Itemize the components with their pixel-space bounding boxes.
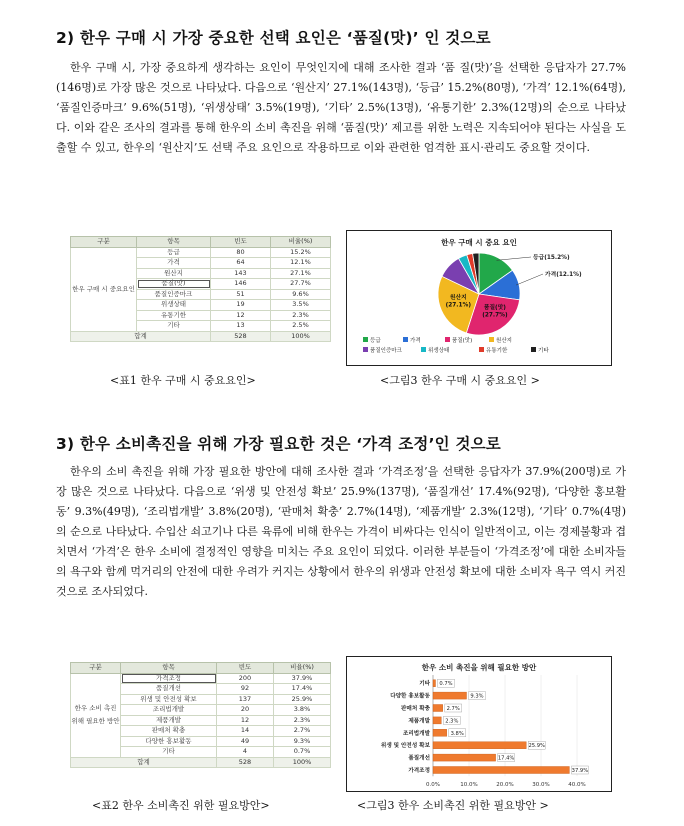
table-cell-item: 기타	[137, 321, 211, 332]
bar-data-label: 37.9%	[571, 768, 589, 774]
table-total-freq: 528	[211, 331, 271, 342]
bar-chart	[347, 657, 611, 791]
table-cell-freq: 20	[217, 705, 274, 716]
bar-data-label: 25.9%	[528, 743, 545, 750]
pie-leader-line	[516, 274, 543, 285]
category-label: 판매처 확충	[401, 706, 430, 712]
table-cell-pct: 0.7%	[274, 747, 331, 758]
table-cell-freq: 49	[217, 736, 274, 747]
legend-label: 품질(맛)	[452, 338, 473, 344]
table-cell-item: 가격조정	[121, 673, 217, 684]
table-row-highlighted	[71, 673, 331, 684]
section-heading: 3) 한우 소비촉진을 위해 가장 필요한 것은 ‘가격 조정’인 것으로	[56, 435, 501, 453]
pie-data-label: 등급(15.2%)	[533, 255, 570, 261]
legend-swatch	[531, 347, 536, 352]
table-cell-item: 품질(맛)	[137, 279, 211, 290]
chart-title: 한우 구매 시 중요 요인	[441, 238, 517, 247]
table-header: 비율(%)	[271, 237, 331, 248]
x-tick-label: 0.0%	[426, 782, 440, 789]
legend-label: 품질인증마크	[370, 348, 402, 354]
table-cell-item: 기타	[121, 747, 217, 758]
table-total-freq: 528	[217, 757, 274, 768]
table-cell-pct: 2.7%	[274, 726, 331, 737]
table-cell-pct: 9.3%	[274, 736, 331, 747]
category-label: 다양한 홍보활동	[390, 693, 430, 700]
x-tick-label: 40.0%	[568, 782, 586, 789]
table-cell-pct: 2.3%	[271, 310, 331, 321]
table-cell-item: 품질개선	[121, 684, 217, 695]
table-cell-freq: 14	[217, 726, 274, 737]
table-cell-freq: 13	[211, 321, 271, 332]
legend-label: 원산지	[496, 338, 512, 344]
bar-data-label: 3.8%	[450, 730, 464, 737]
table-total-row	[71, 757, 331, 768]
bar	[433, 705, 443, 712]
bar-data-label: 9.3%	[470, 693, 484, 700]
table-cell-item: 조리법개발	[121, 705, 217, 716]
table-cell-item: 등급	[137, 247, 211, 258]
pie-chart	[347, 231, 611, 365]
bar	[433, 717, 441, 724]
bar	[433, 742, 526, 749]
table-cell-freq: 12	[217, 715, 274, 726]
table-caption: <표1 한우 구매 시 중요요인>	[110, 374, 256, 387]
table-header: 빈도	[211, 237, 271, 248]
pie-data-label: 원산지 (27.1%)	[445, 294, 472, 309]
table-header: 빈도	[217, 663, 274, 674]
data-table	[70, 662, 331, 768]
table-cell-freq: 137	[217, 694, 274, 705]
table-cell-item: 가격	[137, 258, 211, 269]
table-header: 항목	[137, 237, 211, 248]
category-label: 품질개선	[408, 755, 430, 762]
category-label: 기타	[419, 681, 430, 688]
bar-data-label: 17.4%	[497, 755, 515, 762]
bar	[433, 729, 447, 736]
bar	[433, 692, 467, 699]
table-cell-pct: 27.1%	[271, 268, 331, 279]
category-label: 제품개발	[408, 718, 430, 725]
table-cell-freq: 51	[211, 289, 271, 300]
legend-label: 유통기한	[486, 348, 508, 354]
bar-data-label: 2.7%	[446, 706, 460, 712]
table-cell-pct: 25.9%	[274, 694, 331, 705]
table-cell-freq: 92	[217, 684, 274, 695]
legend-swatch	[403, 337, 408, 342]
category-label: 위생 및 안전성 확보	[380, 743, 430, 750]
table-cell-pct: 3.5%	[271, 300, 331, 311]
bar	[433, 754, 496, 761]
table-cell-freq: 12	[211, 310, 271, 321]
figure-caption: <그림3 한우 구매 시 중요요인 >	[380, 374, 540, 387]
table-cell-item: 판매처 확충	[121, 726, 217, 737]
table-caption: <표2 한우 소비촉진 위한 필요방안>	[92, 799, 270, 812]
table-cell-item: 품질인증마크	[137, 289, 211, 300]
table-cell-item: 제품개발	[121, 715, 217, 726]
section-paragraph: 한우의 소비 촉진을 위해 가장 필요한 방안에 대해 조사한 결과 ‘가격조정’을 선택한 응답자가 37.9%(200명)로 가장 많은 것으로 나타났다. 다음으로 ‘위생 및 안전성 확보’ 25.9%(137명), ‘품질개선’ 17.4%(92명), ‘다양한 홍보활동’ 9.3%(49명), ‘조리법개발’ 3.8%(20명), ‘판매처 확충’ 2.7%(14명), ‘제품개발’ 2.3%(12명), ‘기타’ 0.7%(4명)의 순으로 나타났다. 수입산 쇠고기나 다른 육류에 비해 한우는 가격이 비싸다는 인식이 일반적이고, 이는 경제불황과 겹치면서 ‘가격’은 한우 소비에 결정적인 영향을 미치는 주요 요인이 되었다. 이러한 부분들이 ‘가격조정’에 대한 소비자들의 욕구와 함께 먹거리의 안전에 대한 우려가 커지는 상황에서 한우의 위생과 안전성 확보에 대한 소비자 욕구 역시 커진 것으로 조사되었다.	[56, 465, 626, 598]
bar	[433, 767, 569, 774]
table-total-row	[71, 331, 331, 342]
section-paragraph: 한우 구매 시, 가장 중요하게 생각하는 요인이 무엇인지에 대해 조사한 결과 ‘품 질(맛)’을 선택한 응답자가 27.7%(146명)로 가장 많은 것으로 나타났다. 다음으로 ‘원산지’ 27.1%(143명), ‘등급’ 15.2%(80명), ‘가격’ 12.1%(64명), ‘품질인증마크’ 9.6%(51명), ‘위생상태’ 3.5%(19명), ‘기타’ 2.5%(13명), ‘유통기한’ 2.3%(12명)의 순으로 나타났다. 이와 같은 조사의 결과를 통해 한우의 소비 촉진을 위해 ‘품질(맛)’ 제고를 위한 노력은 지속되어야 된다는 사실을 도출할 수 있고, 한우의 ‘원산지’도 선택 주요 요인으로 작용하므로 이와 관련한 엄격한 표시·관리도 중요할 것이다.	[56, 61, 626, 154]
table-cell-item: 원산지	[137, 268, 211, 279]
table-cell-pct: 15.2%	[271, 247, 331, 258]
legend-label: 등급	[370, 338, 381, 344]
bar-chart-frame	[346, 656, 612, 792]
table-cell-pct: 2.3%	[274, 715, 331, 726]
table-cell-freq: 143	[211, 268, 271, 279]
x-tick-label: 20.0%	[496, 782, 514, 789]
table-header: 구분	[71, 237, 137, 248]
table-cell-pct: 3.8%	[274, 705, 331, 716]
table-group-label: 한우 구매 시 중요요인	[71, 247, 137, 331]
legend-swatch	[363, 337, 368, 342]
table-cell-item: 위생상태	[137, 300, 211, 311]
table-cell-pct: 17.4%	[274, 684, 331, 695]
table-cell-freq: 146	[211, 279, 271, 290]
x-tick-label: 30.0%	[532, 782, 550, 789]
table-cell-pct: 9.6%	[271, 289, 331, 300]
bar-data-label: 2.3%	[445, 718, 459, 725]
category-label: 조리법개발	[402, 730, 430, 737]
legend-label: 위생상태	[428, 348, 450, 354]
data-table	[70, 236, 331, 342]
table-total-label: 합계	[71, 757, 217, 768]
table-cell-item: 유통기한	[137, 310, 211, 321]
category-label: 가격조정	[408, 768, 430, 774]
section-heading: 2) 한우 구매 시 가장 중요한 선택 요인은 ‘품질(맛)’ 인 것으로	[56, 29, 491, 47]
table-cell-freq: 64	[211, 258, 271, 269]
pie-data-label: 가격(12.1%)	[545, 272, 582, 278]
legend-swatch	[445, 337, 450, 342]
chart-title: 한우 소비 촉진을 위해 필요한 방안	[421, 663, 537, 672]
x-tick-label: 10.0%	[460, 782, 478, 789]
legend-label: 가격	[410, 338, 421, 344]
legend-swatch	[479, 347, 484, 352]
table-cell-item: 다양한 홍보활동	[121, 736, 217, 747]
table-cell-freq: 19	[211, 300, 271, 311]
table-total-pct: 100%	[271, 331, 331, 342]
pie-leader-line	[497, 257, 532, 260]
figure-caption: <그림3 한우 소비촉진 위한 필요방안 >	[357, 799, 549, 812]
legend-label: 기타	[538, 348, 549, 354]
table-cell-pct: 12.1%	[271, 258, 331, 269]
table-cell-item: 위생 및 안전성 확보	[121, 694, 217, 705]
table-cell-freq: 4	[217, 747, 274, 758]
table-group-label: 한우 소비 촉진 위해 필요한 방안	[71, 673, 121, 757]
table-cell-freq: 200	[217, 673, 274, 684]
bar	[433, 680, 436, 687]
legend-swatch	[421, 347, 426, 352]
bar-data-label: 0.7%	[439, 681, 453, 688]
legend-swatch	[489, 337, 494, 342]
table-row	[71, 247, 331, 258]
table-cell-pct: 37.9%	[274, 673, 331, 684]
table-total-pct: 100%	[274, 757, 331, 768]
pie-chart-frame	[346, 230, 612, 366]
table-header: 비율(%)	[274, 663, 331, 674]
pie-data-label: 품질(맛) (27.7%)	[482, 305, 508, 319]
table-cell-pct: 2.5%	[271, 321, 331, 332]
legend-swatch	[363, 347, 368, 352]
table-cell-freq: 80	[211, 247, 271, 258]
table-header: 항목	[121, 663, 217, 674]
table-header: 구분	[71, 663, 121, 674]
table-cell-pct: 27.7%	[271, 279, 331, 290]
table-total-label: 합계	[71, 331, 211, 342]
